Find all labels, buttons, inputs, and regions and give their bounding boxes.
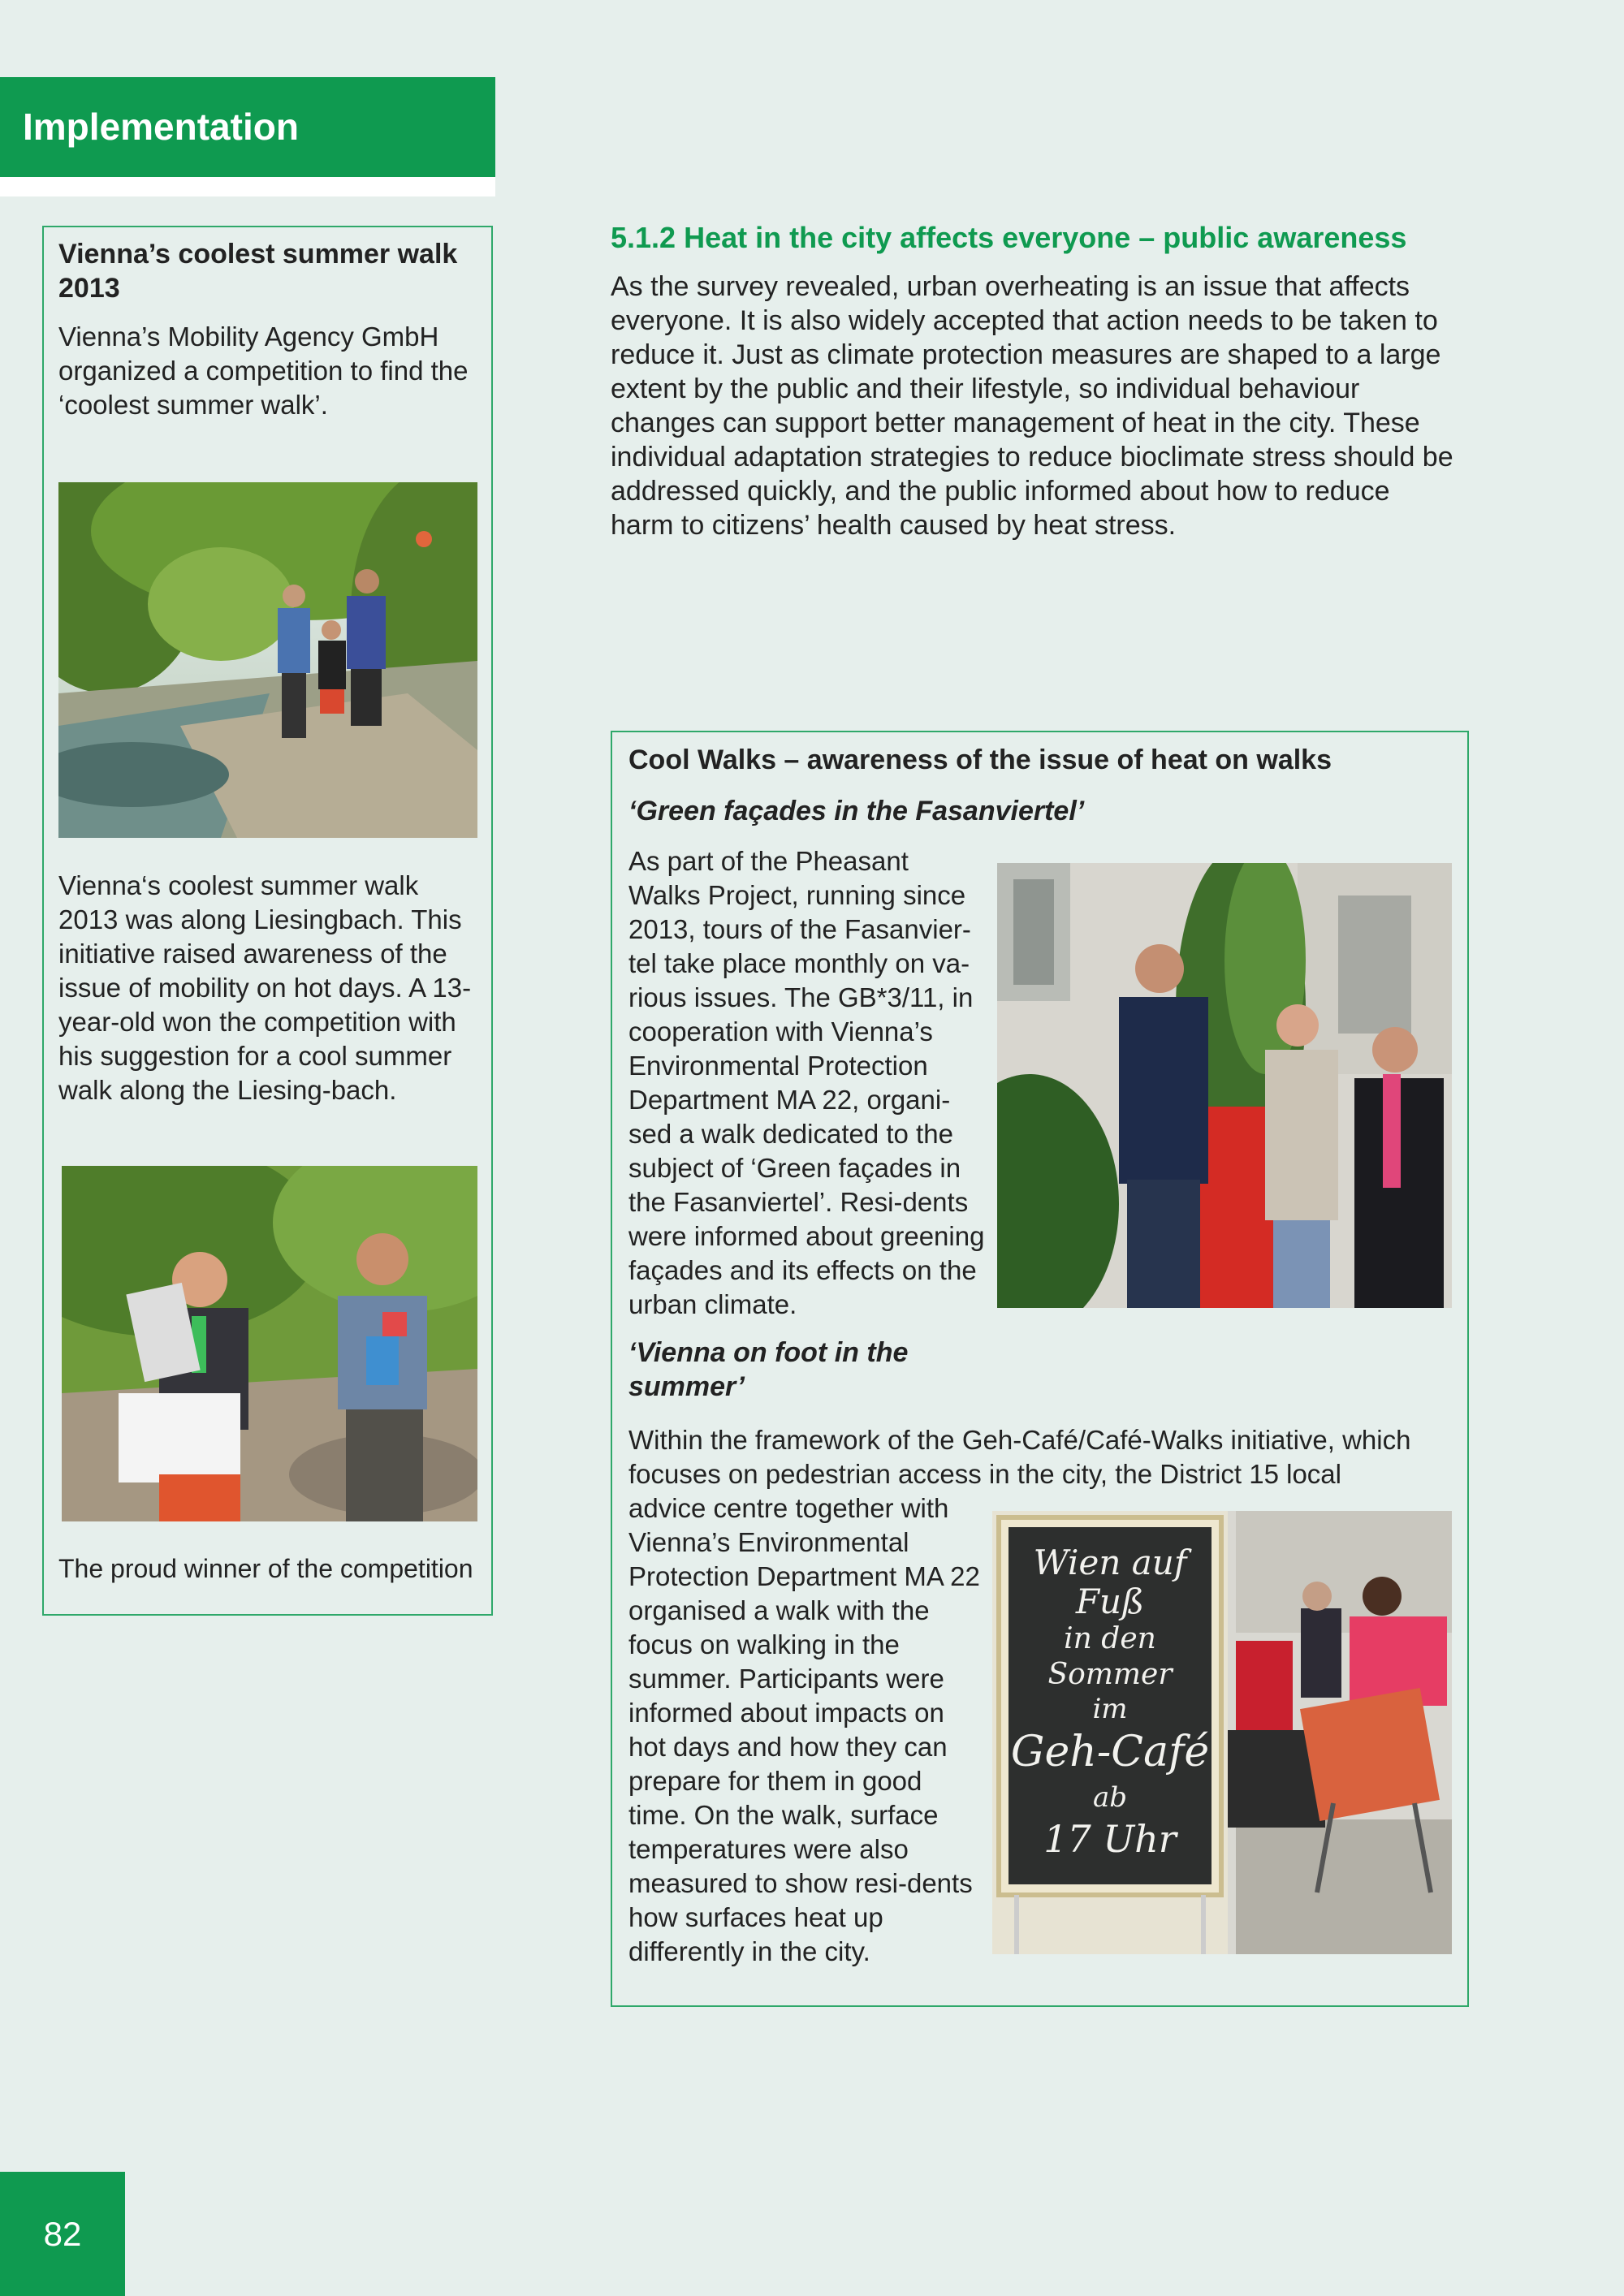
green-facades-subtitle: ‘Green façades in the Fasanviertel’ — [628, 796, 1085, 826]
chalkboard-line-4: Geh-Café — [1010, 1728, 1210, 1776]
winner-caption: The proud winner of the competition — [58, 1554, 473, 1583]
section-header-title: Implementation — [23, 106, 299, 148]
chalkboard-line-6: 17 Uhr — [1043, 1817, 1177, 1861]
green-facades-text: As part of the Pheasant Walks Project, running since 2013, tours of the Fasanvier-tel take place monthly on va-rious issues. The GB*3/11, in cooperation with Vienna’s Environmental Protection Department MA 22, organi-sed a walk dedicated to the subject of ‘Green façades in the Fasanviertel’. Resi-dents were informed about greening façades and its effects on the urban climate. — [628, 846, 985, 1319]
sidebar-title: Vienna’s coolest summer walk 2013 — [58, 239, 458, 304]
geh-cafe-photo — [992, 1511, 1452, 1954]
sidebar-body: Vienna‘s coolest summer walk 2013 was along Liesingbach. This initiative raised awareness of the issue of mobility on hot days. A 13-year-old won the competition with his suggestion for a cool summer walk along the Liesing-bach. — [58, 870, 472, 1105]
section-title: 5.1.2 Heat in the city affects everyone – public awareness — [611, 221, 1407, 254]
sidebar-intro: Vienna’s Mobility Agency GmbH organized a competition to find the ‘coolest summer walk’. — [58, 322, 469, 420]
chalkboard-line-2: in den Sommer — [1047, 1622, 1173, 1691]
chalkboard-line-1: Wien auf Fuß — [1033, 1543, 1187, 1621]
page-number: 82 — [43, 2215, 82, 2253]
cool-walks-title: Cool Walks – awareness of the issue of heat on walks — [628, 744, 1332, 775]
chalkboard-line-3: im — [1092, 1693, 1128, 1725]
vienna-on-foot-intro: Within the framework of the Geh-Café/Café-Walks initiative, which focuses on pedestrian access in the city, the District 15 local — [628, 1425, 1411, 1489]
vienna-on-foot-text: advice centre together with Vienna’s Environmental Protection Department MA 22 organised a walk with the focus on walking in the summer. Participants were informed about impacts on hot days and how they can prepare for them in good time. On the walk, surface temperatures were also measured to show resi-dents how surfaces heat up differently in the city. — [628, 1493, 980, 1966]
section-paragraph: As the survey revealed, urban overheating is an issue that affects everyone. It is also widely accepted that action needs to be taken to reduce it. Just as climate protection measures are shaped to a large extent by the public and their lifestyle, so individual behaviour changes can support better management of heat in the city. These individual adaptation strategies to reduce bioclimate stress should be addressed quickly, and the public informed about how to reduce harm to citizens’ health caused by heat stress. — [611, 271, 1453, 541]
header-underline — [0, 177, 495, 196]
winner-photo — [62, 1166, 477, 1521]
chalkboard-line-5: ab — [1092, 1781, 1128, 1814]
river-walk-photo — [58, 482, 477, 838]
green-facades-photo — [997, 863, 1452, 1308]
vienna-on-foot-subtitle: ‘Vienna on foot in the summer’ — [628, 1337, 909, 1402]
